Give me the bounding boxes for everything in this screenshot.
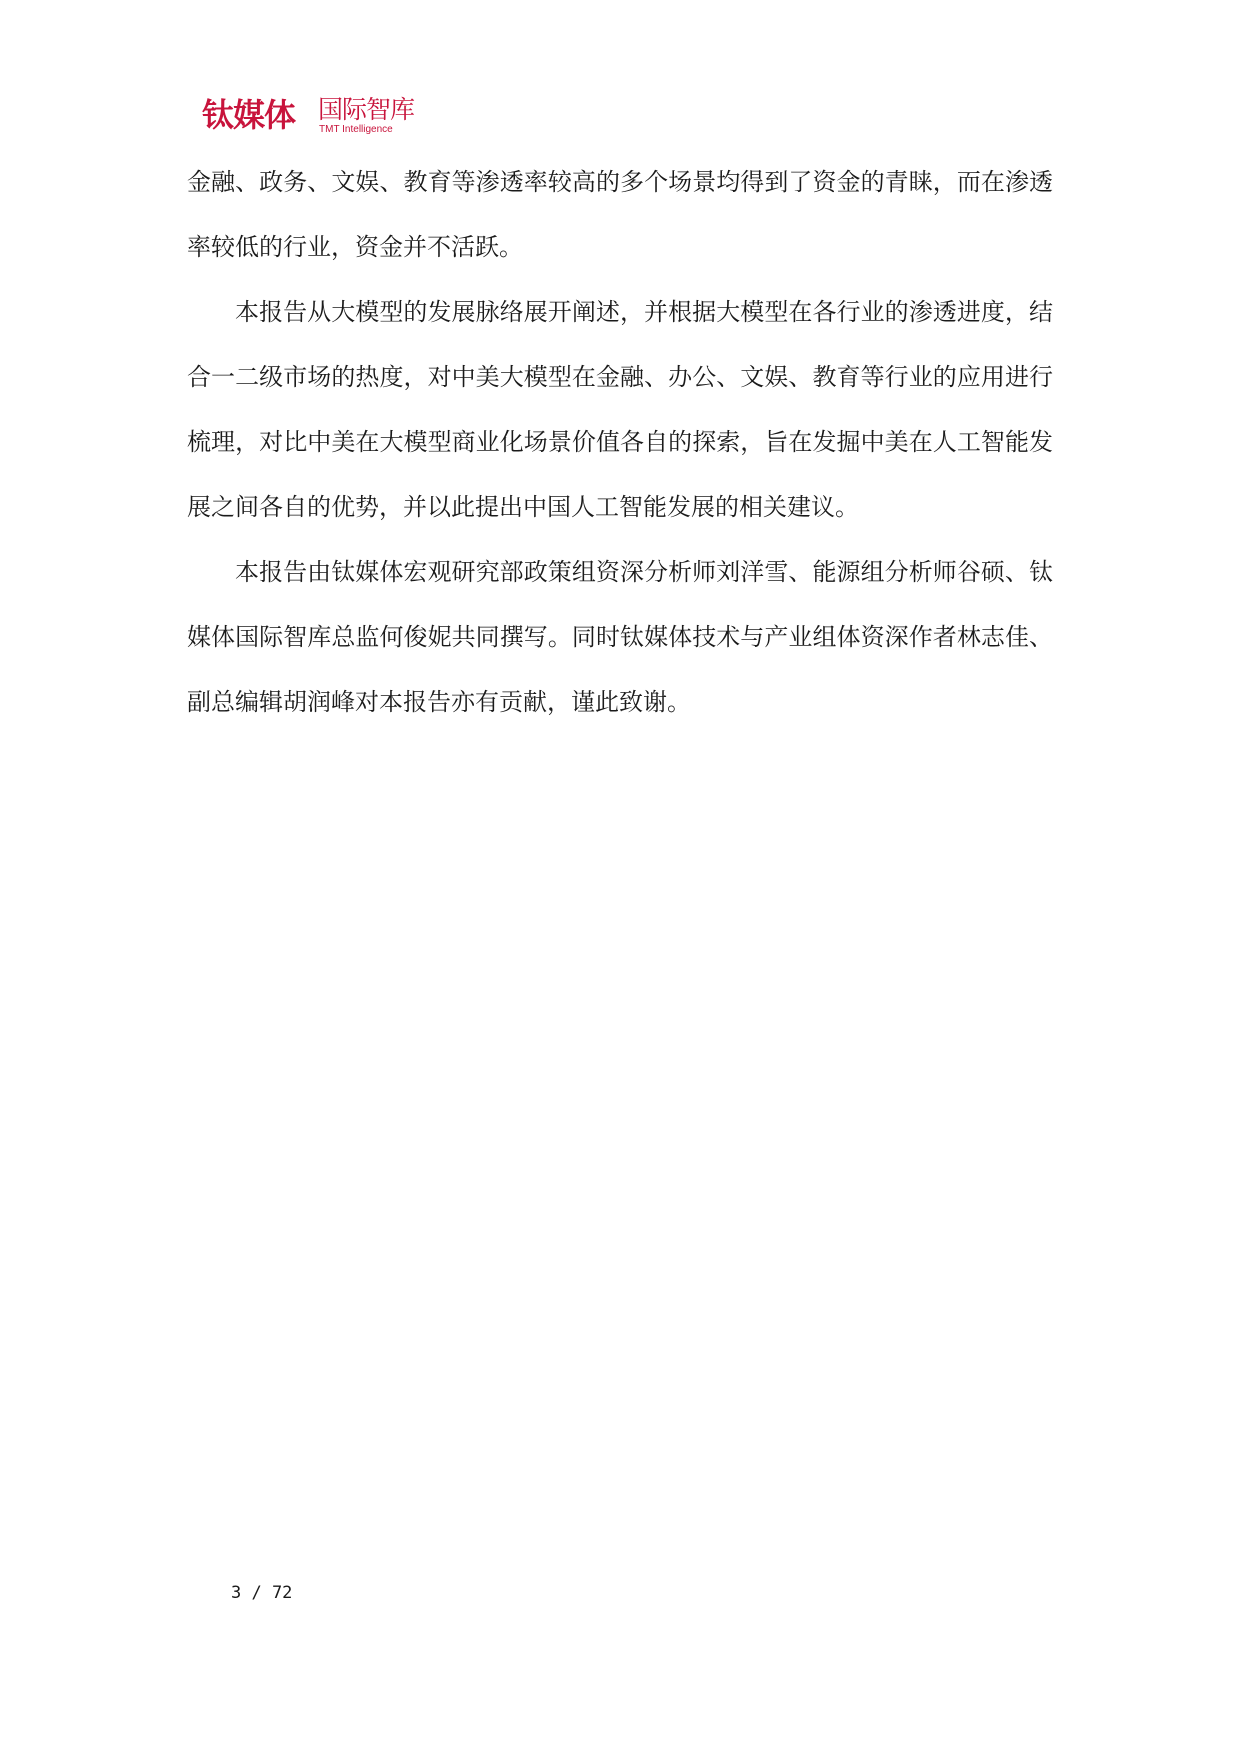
paragraph-2: 本报告从大模型的发展脉络展开阐述，并根据大模型在各行业的渗透进度，结合一二级市场的热度，对中美大模型在金融、办公、文娱、教育等行业的应用进行梳理，对比中美在大模型商业化场景价值各自的探索，旨在发掘中美在人工智能发展之间各自的优势，并以此提出中国人工智能发展的相关建议。 <box>187 298 1053 521</box>
logo-english-name: TMT Intelligence <box>319 124 393 135</box>
brand-logo <box>202 94 432 140</box>
page-number: 3 / 72 <box>231 1583 293 1603</box>
logo-wordmark: 钛媒体 <box>202 96 296 134</box>
logo-subtitle: 国际智库 <box>318 95 415 124</box>
paragraph-1: 金融、政务、文娱、教育等渗透率较高的多个场景均得到了资金的青睐，而在渗透率较低的行业，资金并不活跃。 <box>187 168 1053 261</box>
paragraph-3: 本报告由钛媒体宏观研究部政策组资深分析师刘洋雪、能源组分析师谷硕、钛媒体国际智库总监何俊妮共同撰写。同时钛媒体技术与产业组体资深作者林志佳、副总编辑胡润峰对本报告亦有贡献，谨此致谢。 <box>187 558 1053 716</box>
document-body <box>187 150 1053 735</box>
